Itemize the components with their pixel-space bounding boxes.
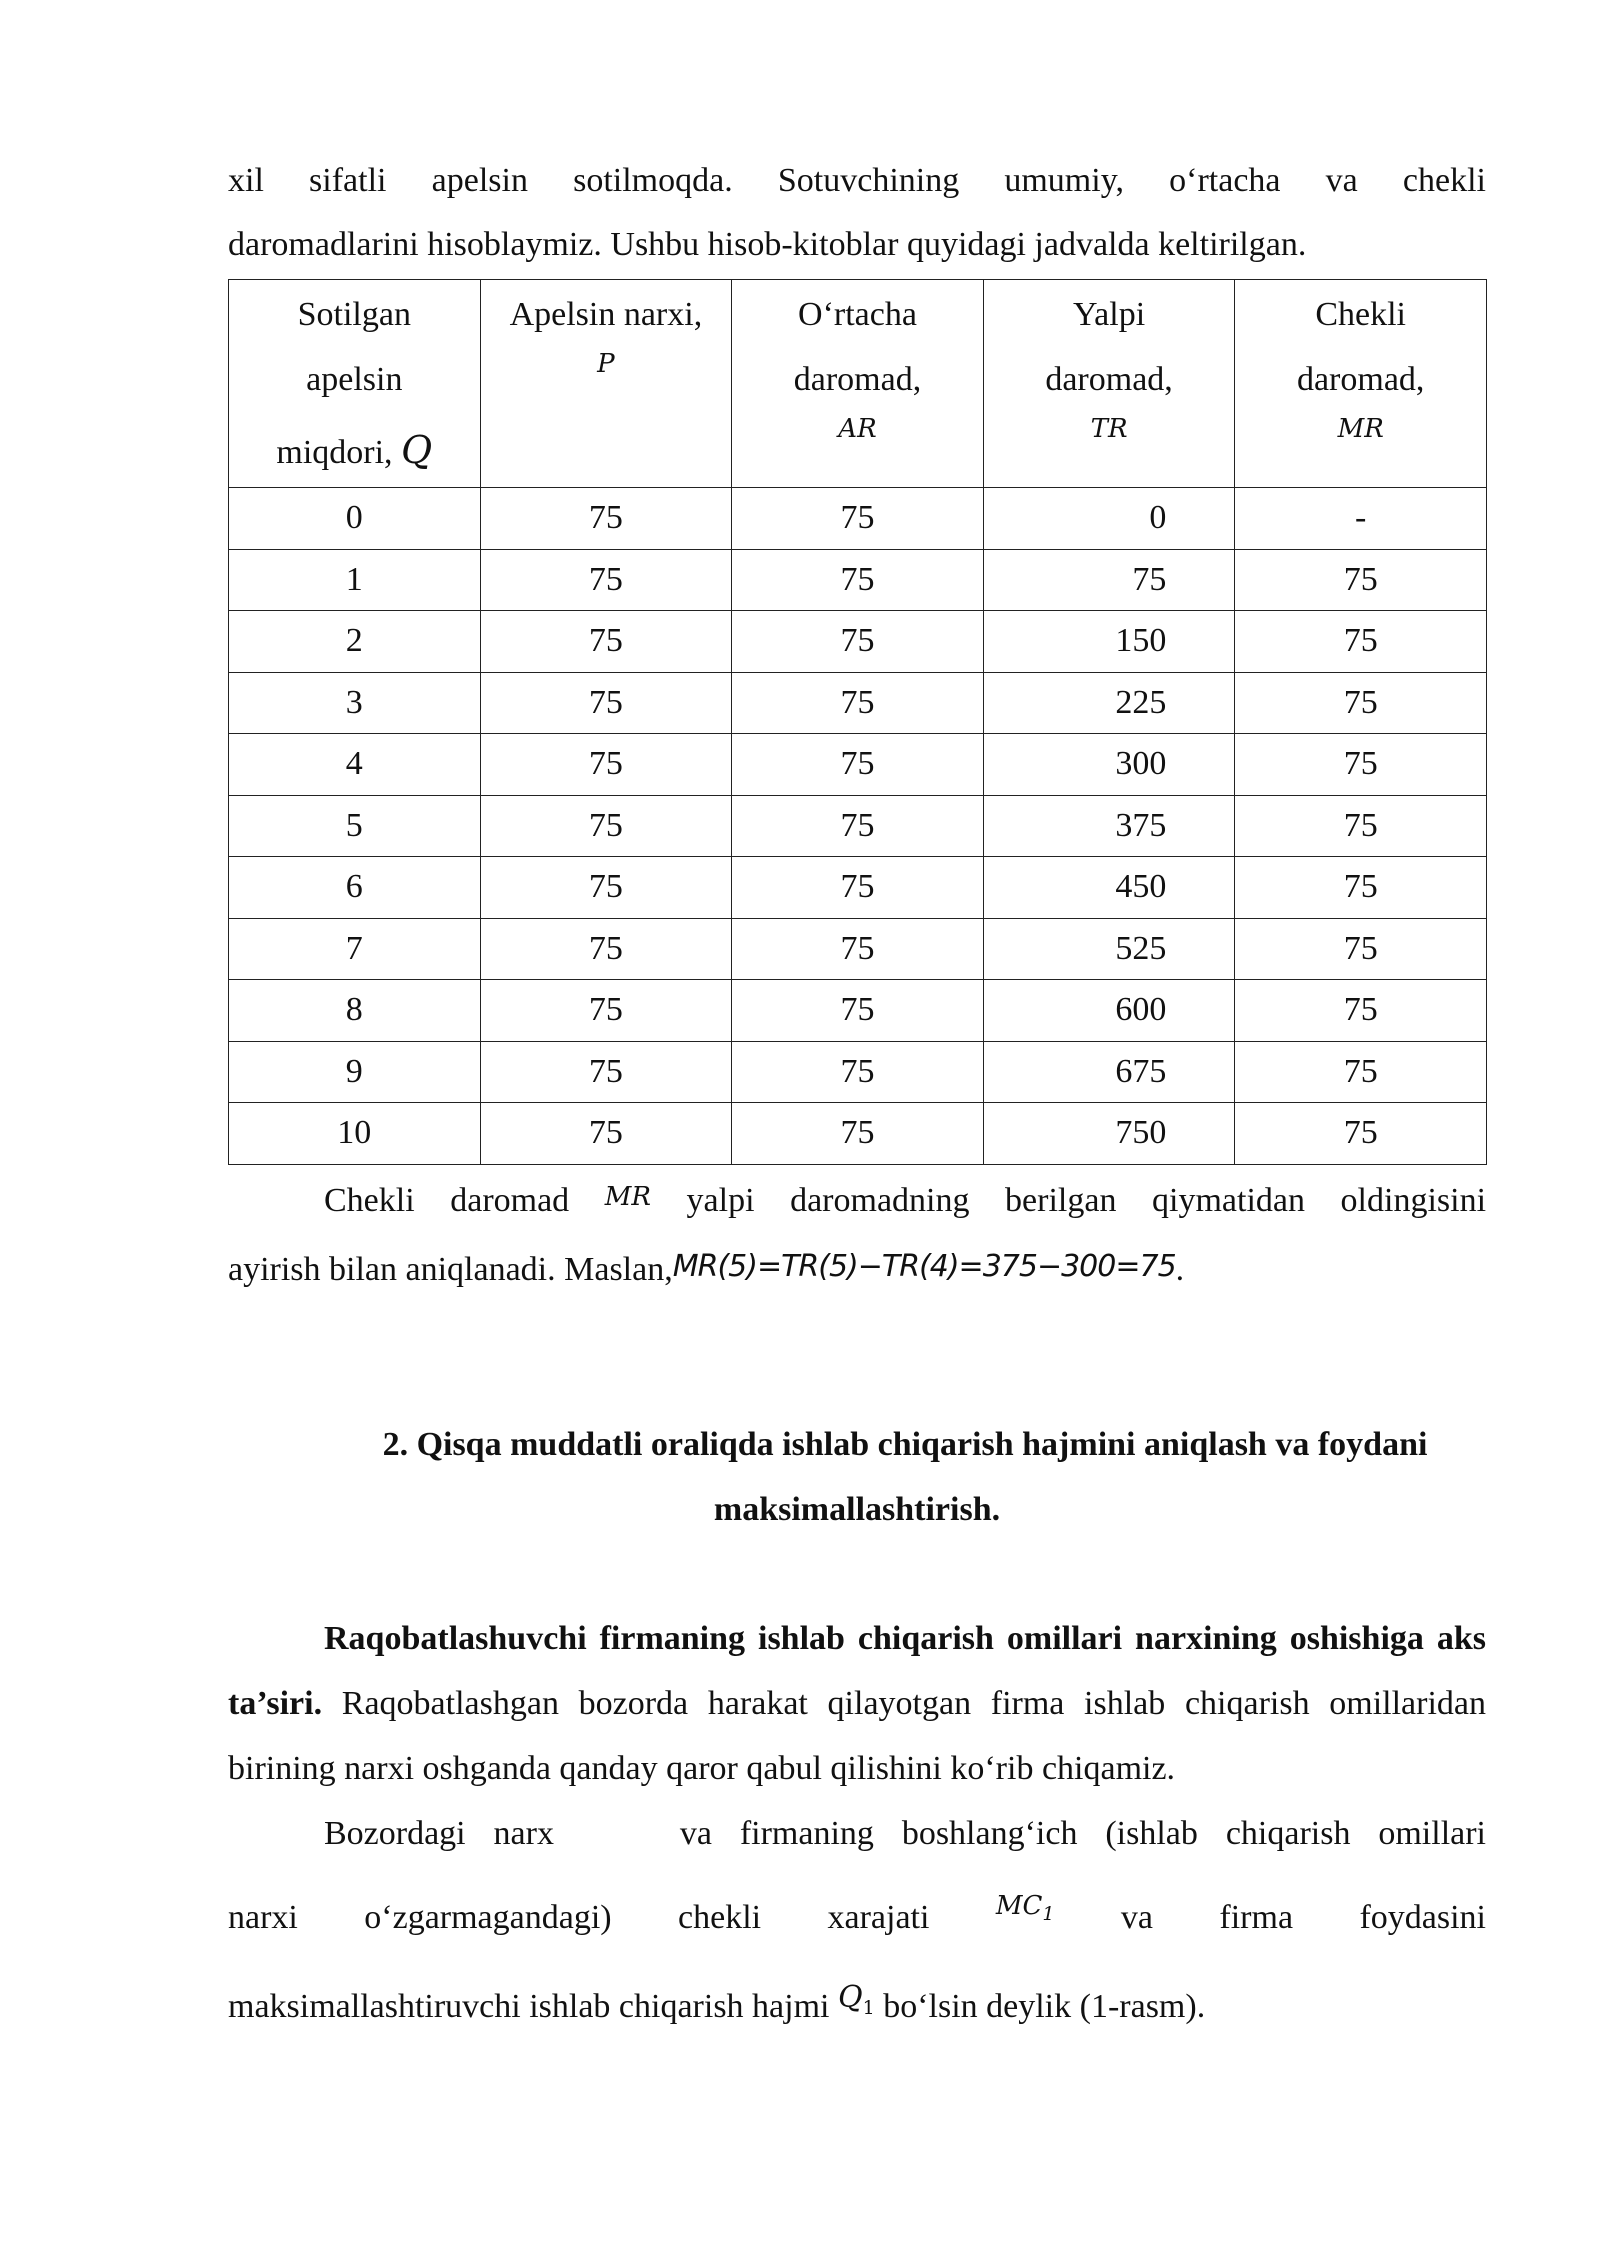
header-marginal-revenue: Chekli daromad, MR bbox=[1235, 280, 1487, 488]
document-page bbox=[228, 148, 1486, 2048]
table-cell: 75 bbox=[732, 1041, 984, 1103]
mr-symbol: MR bbox=[1337, 414, 1384, 444]
table-cell: 75 bbox=[1235, 611, 1487, 673]
header-price: Apelsin narxi, P bbox=[480, 280, 732, 488]
table-row bbox=[229, 611, 1487, 673]
table-cell: 75 bbox=[1235, 549, 1487, 611]
table-cell: 0 bbox=[229, 488, 481, 550]
table-cell: - bbox=[1235, 488, 1487, 550]
tr-symbol: TR bbox=[1090, 414, 1128, 444]
header-quantity: Sotilgan apelsin miqdori, Q bbox=[229, 280, 481, 488]
table-cell: 75 bbox=[983, 549, 1235, 611]
table-cell: 75 bbox=[480, 795, 732, 857]
intro-line-2: daromadlarini hisoblaymiz. Ushbu hisob-kitoblar quyidagi jadvalda keltirilgan. bbox=[228, 226, 1307, 263]
table-row bbox=[229, 795, 1487, 857]
table-cell: 8 bbox=[229, 980, 481, 1042]
table-cell: 75 bbox=[480, 611, 732, 673]
table-header-row bbox=[229, 280, 1487, 488]
intro-line-1: xil sifatli apelsin sotilmoqda. Sotuvchining umumiy, o‘rtacha va chekli bbox=[228, 162, 1486, 199]
table-cell: 75 bbox=[732, 795, 984, 857]
table-cell: 75 bbox=[480, 734, 732, 796]
table-cell: 75 bbox=[1235, 795, 1487, 857]
table-cell: 2 bbox=[229, 611, 481, 673]
table-cell: 75 bbox=[732, 549, 984, 611]
after-table-line-2: ayirish bilan aniqlanadi. Maslan,MR(5)=TR(5)−TR(4)=375−300=75. bbox=[228, 1248, 1185, 1288]
table-row bbox=[229, 549, 1487, 611]
mr-formula: MR(5)=TR(5)−TR(4)=375−300=75 bbox=[672, 1248, 1176, 1284]
table-cell: 75 bbox=[1235, 1041, 1487, 1103]
table-cell: 75 bbox=[480, 1103, 732, 1165]
table-cell: 1 bbox=[229, 549, 481, 611]
header-average-revenue: O‘rtacha daromad, AR bbox=[732, 280, 984, 488]
header-total-revenue: Yalpi daromad, TR bbox=[983, 280, 1235, 488]
table-cell: 75 bbox=[1235, 857, 1487, 919]
table-cell: 5 bbox=[229, 795, 481, 857]
mr-inline-symbol: MR bbox=[604, 1181, 651, 1212]
table-cell: 75 bbox=[480, 857, 732, 919]
q-symbol: Q bbox=[401, 428, 433, 472]
table-cell: 225 bbox=[983, 672, 1235, 734]
table-cell: 750 bbox=[983, 1103, 1235, 1165]
table-cell: 525 bbox=[983, 918, 1235, 980]
table-cell: 75 bbox=[1235, 672, 1487, 734]
table-cell: 75 bbox=[732, 918, 984, 980]
table-cell: 75 bbox=[480, 980, 732, 1042]
table-cell: 75 bbox=[480, 549, 732, 611]
table-cell: 75 bbox=[1235, 980, 1487, 1042]
table-cell: 75 bbox=[732, 672, 984, 734]
table-cell: 450 bbox=[983, 857, 1235, 919]
table-cell: 9 bbox=[229, 1041, 481, 1103]
table-cell: 75 bbox=[732, 488, 984, 550]
paragraph-factor-price: Raqobatlashuvchi firmaning ishlab chiqarish omillari narxining oshishiga aks ta’siri. Raqobatlashgan bozorda harakat qilayotgan firma ishlab chiqarish omillaridan birining narxi oshganda qanday qaror qabul qilishini ko‘rib chiqamiz. bbox=[228, 1619, 1486, 1787]
paragraph-market-price-line-2: narxi o‘zgarmagandagi) chekli xarajati $^{MC_1}$ va firma foydasini bbox=[228, 1890, 1487, 1936]
table-row bbox=[229, 672, 1487, 734]
paragraph-market-price-line-1: Bozordagi narx va firmaning boshlang‘ich (ishlab chiqarish omillari bbox=[324, 1814, 1487, 1852]
p-symbol: P bbox=[597, 349, 615, 379]
table-cell: 75 bbox=[732, 980, 984, 1042]
table-cell: 75 bbox=[1235, 1103, 1487, 1165]
table-cell: 75 bbox=[1235, 918, 1487, 980]
table-cell: 4 bbox=[229, 734, 481, 796]
table-row bbox=[229, 1041, 1487, 1103]
q1-symbol: $Q_1$ bbox=[838, 1979, 875, 2019]
table-row bbox=[229, 734, 1487, 796]
table-row bbox=[229, 857, 1487, 919]
table-cell: 3 bbox=[229, 672, 481, 734]
paragraph-market-price-line-3: maksimallashtiruvchi ishlab chiqarish hajmi $Q_1$ bo‘lsin deylik (1-rasm). bbox=[228, 1979, 1206, 2025]
table-cell: 675 bbox=[983, 1041, 1235, 1103]
table-cell: 6 bbox=[229, 857, 481, 919]
table-cell: 75 bbox=[480, 488, 732, 550]
table-cell: 75 bbox=[732, 1103, 984, 1165]
table-cell: 300 bbox=[983, 734, 1235, 796]
revenue-table bbox=[228, 279, 1487, 1165]
table-row bbox=[229, 980, 1487, 1042]
ar-symbol: AR bbox=[838, 414, 877, 444]
table-cell: 75 bbox=[1235, 734, 1487, 796]
paragraph-bold-lead: Raqobatlashuvchi firmaning ishlab chiqarish omillari narxining oshishiga aks ta’siri. bbox=[228, 1619, 1486, 1722]
mc1-symbol: MC1 bbox=[995, 1890, 1055, 1925]
table-cell: 0 bbox=[983, 488, 1235, 550]
table-cell: 75 bbox=[732, 611, 984, 673]
table-cell: 7 bbox=[229, 918, 481, 980]
table-body bbox=[229, 488, 1487, 1165]
table-cell: 75 bbox=[480, 918, 732, 980]
table-cell: 75 bbox=[480, 672, 732, 734]
section-heading: 2. Qisqa muddatli oraliqda ishlab chiqarish hajmini aniqlash va foydani maksimallashtirish. bbox=[382, 1425, 1428, 1528]
table-cell: 150 bbox=[983, 611, 1235, 673]
table-cell: 75 bbox=[480, 1041, 732, 1103]
table-cell: 375 bbox=[983, 795, 1235, 857]
table-cell: 600 bbox=[983, 980, 1235, 1042]
table-cell: 75 bbox=[732, 857, 984, 919]
table-row bbox=[229, 1103, 1487, 1165]
table-cell: 75 bbox=[732, 734, 984, 796]
table-row bbox=[229, 918, 1487, 980]
table-cell: 10 bbox=[229, 1103, 481, 1165]
table-row bbox=[229, 488, 1487, 550]
after-table-line-1: Chekli daromad MR yalpi daromadning berilgan qiymatidan oldingisini bbox=[324, 1181, 1487, 1219]
